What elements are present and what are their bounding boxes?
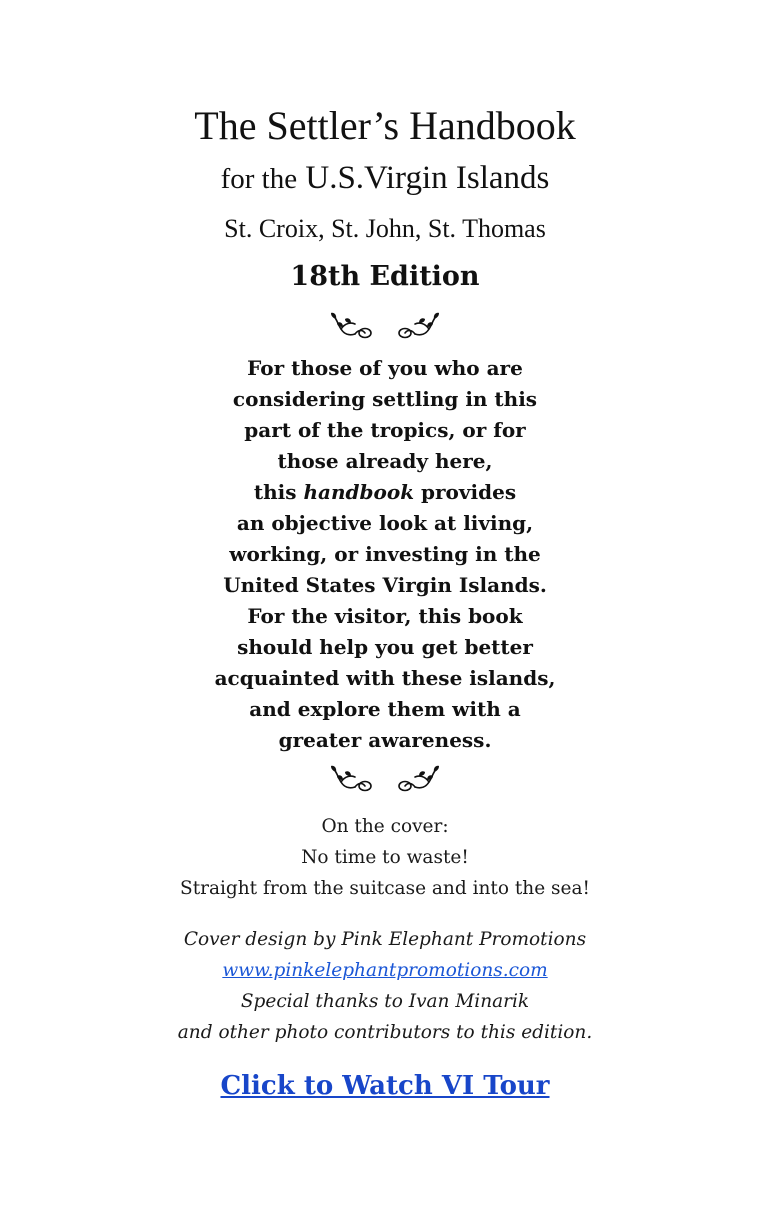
credits-block bbox=[0, 924, 770, 1048]
floral-divider-icon bbox=[325, 309, 445, 343]
handbook-emphasis: handbook bbox=[303, 480, 415, 504]
description-word: this bbox=[253, 480, 297, 504]
thanks-line: Special thanks to Ivan Minarik bbox=[240, 991, 530, 1012]
description-line: greater awareness. bbox=[278, 728, 492, 752]
description-line: and explore them with a bbox=[249, 697, 521, 721]
description-line: considering settling in this bbox=[232, 387, 538, 411]
description-line: working, or investing in the bbox=[229, 542, 541, 566]
description-line: United States Virgin Islands. bbox=[223, 573, 547, 597]
thanks-line: and other photo contributors to this edition. bbox=[177, 1022, 593, 1043]
description-line: should help you get better bbox=[237, 635, 533, 659]
subtitle-main: U.S.Virgin Islands bbox=[305, 160, 550, 196]
credits-link-line bbox=[0, 955, 770, 986]
description-line: those already here, bbox=[277, 449, 493, 473]
cover-caption-line: No time to waste! bbox=[301, 847, 469, 868]
description-line-handbook bbox=[100, 477, 670, 508]
cover-caption-line: Straight from the suitcase and into the sea! bbox=[180, 878, 590, 899]
description-line: an objective look at living, bbox=[236, 511, 534, 535]
book-subtitle bbox=[0, 158, 770, 199]
islands-list: St. Croix, St. John, St. Thomas bbox=[224, 214, 546, 243]
edition-label: 18th Edition bbox=[290, 261, 480, 292]
pink-elephant-link[interactable]: www.pinkelephantpromotions.com bbox=[222, 960, 548, 981]
watch-vi-tour-link[interactable]: Click to Watch VI Tour bbox=[220, 1071, 550, 1101]
book-description bbox=[100, 353, 670, 756]
cover-caption-line: On the cover: bbox=[321, 816, 449, 837]
book-title: The Settler’s Handbook bbox=[194, 103, 576, 148]
description-word: provides bbox=[421, 480, 517, 504]
tour-link-container bbox=[0, 1068, 770, 1104]
description-line: part of the tropics, or for bbox=[244, 418, 526, 442]
subtitle-prefix: for the bbox=[220, 163, 298, 195]
cover-design-credit: Cover design by Pink Elephant Promotions bbox=[183, 929, 587, 950]
cover-caption bbox=[0, 811, 770, 904]
description-line: For the visitor, this book bbox=[247, 604, 523, 628]
description-line: For those of you who are bbox=[247, 356, 523, 380]
floral-divider-icon bbox=[325, 762, 445, 796]
description-line: acquainted with these islands, bbox=[214, 666, 556, 690]
